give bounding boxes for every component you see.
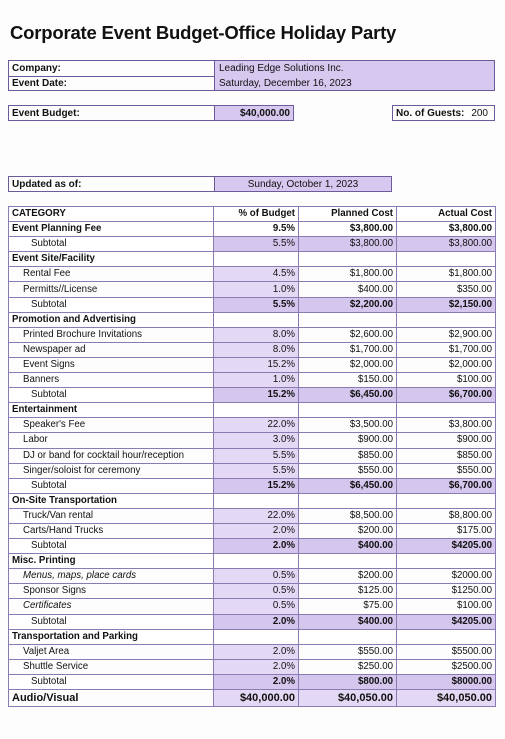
category-cell: Event Planning Fee: [9, 222, 214, 237]
category-cell: Certificates: [9, 599, 214, 614]
category-cell: Promotion and Advertising: [9, 312, 214, 327]
actual-cell: $350.00: [397, 282, 496, 297]
percent-cell: 4.5%: [214, 267, 299, 282]
table-body: [9, 222, 496, 707]
actual-cell: $8,800.00: [397, 508, 496, 523]
percent-cell: 15.2%: [214, 388, 299, 403]
category-row: [9, 629, 496, 644]
actual-cell: $2,900.00: [397, 327, 496, 342]
column-header-category: CATEGORY: [9, 207, 214, 222]
percent-cell: 8.0%: [214, 327, 299, 342]
planned-cell: [299, 312, 397, 327]
planned-cell: $200.00: [299, 523, 397, 538]
category-cell: Valjet Area: [9, 644, 214, 659]
table-row: [9, 463, 496, 478]
table-row: [9, 418, 496, 433]
category-row: [9, 403, 496, 418]
actual-cell: [397, 629, 496, 644]
subtotal-row: [9, 614, 496, 629]
percent-cell: $40,000.00: [214, 690, 299, 707]
percent-cell: 22.0%: [214, 508, 299, 523]
event-date-value: Saturday, December 16, 2023: [214, 76, 494, 90]
actual-cell: $100.00: [397, 373, 496, 388]
percent-cell: 15.2%: [214, 357, 299, 372]
planned-cell: $2,000.00: [299, 357, 397, 372]
table-row: [9, 327, 496, 342]
planned-cell: $2,200.00: [299, 297, 397, 312]
column-header-actual: Actual Cost: [397, 207, 496, 222]
category-row: [9, 222, 496, 237]
table-row: [9, 357, 496, 372]
actual-cell: $900.00: [397, 433, 496, 448]
planned-cell: $550.00: [299, 644, 397, 659]
actual-cell: $40,050.00: [397, 690, 496, 707]
actual-cell: [397, 554, 496, 569]
actual-cell: $2500.00: [397, 659, 496, 674]
table-row: [9, 644, 496, 659]
percent-cell: 0.5%: [214, 569, 299, 584]
planned-cell: $400.00: [299, 282, 397, 297]
percent-cell: 3.0%: [214, 433, 299, 448]
subtotal-row: [9, 388, 496, 403]
planned-cell: [299, 252, 397, 267]
actual-cell: $100.00: [397, 599, 496, 614]
event-budget-box: [8, 105, 294, 121]
category-cell: Truck/Van rental: [9, 508, 214, 523]
planned-cell: $40,050.00: [299, 690, 397, 707]
column-header-percent: % of Budget: [214, 207, 299, 222]
percent-cell: 5.5%: [214, 463, 299, 478]
category-cell: Printed Brochure Invitations: [9, 327, 214, 342]
table-row: [9, 508, 496, 523]
updated-box: [8, 176, 392, 192]
actual-cell: $6,700.00: [397, 388, 496, 403]
percent-cell: 5.5%: [214, 448, 299, 463]
actual-cell: $3,800.00: [397, 222, 496, 237]
subtotal-row: [9, 539, 496, 554]
category-cell: Sponsor Signs: [9, 584, 214, 599]
planned-cell: $6,450.00: [299, 478, 397, 493]
planned-cell: [299, 493, 397, 508]
category-row: [9, 252, 496, 267]
table-row: [9, 523, 496, 538]
percent-cell: [214, 493, 299, 508]
planned-cell: $550.00: [299, 463, 397, 478]
planned-cell: $3,800.00: [299, 237, 397, 252]
category-cell: Entertainment: [9, 403, 214, 418]
table-row: [9, 584, 496, 599]
guests-value: 200: [471, 107, 488, 119]
percent-cell: 2.0%: [214, 644, 299, 659]
percent-cell: 2.0%: [214, 523, 299, 538]
updated-label: Updated as of:: [12, 178, 82, 190]
planned-cell: $150.00: [299, 373, 397, 388]
table-row: [9, 448, 496, 463]
planned-cell: $6,450.00: [299, 388, 397, 403]
actual-cell: $1,800.00: [397, 267, 496, 282]
table-row: [9, 659, 496, 674]
actual-cell: $8000.00: [397, 674, 496, 689]
category-cell: Transportation and Parking: [9, 629, 214, 644]
table-row: [9, 282, 496, 297]
percent-cell: 0.5%: [214, 584, 299, 599]
percent-cell: 9.5%: [214, 222, 299, 237]
actual-cell: $4205.00: [397, 539, 496, 554]
category-cell: Event Signs: [9, 357, 214, 372]
actual-cell: [397, 493, 496, 508]
column-header-planned: Planned Cost: [299, 207, 397, 222]
category-cell: Carts/Hand Trucks: [9, 523, 214, 538]
percent-cell: [214, 554, 299, 569]
percent-cell: [214, 629, 299, 644]
category-cell: Labor: [9, 433, 214, 448]
actual-cell: [397, 312, 496, 327]
percent-cell: 2.0%: [214, 614, 299, 629]
percent-cell: [214, 312, 299, 327]
planned-cell: $850.00: [299, 448, 397, 463]
table-row: [9, 267, 496, 282]
guests-label: No. of Guests:: [396, 107, 465, 119]
planned-cell: $8,500.00: [299, 508, 397, 523]
actual-cell: $5500.00: [397, 644, 496, 659]
percent-cell: 1.0%: [214, 282, 299, 297]
planned-cell: [299, 629, 397, 644]
category-cell: Subtotal: [9, 297, 214, 312]
event-budget-label: Event Budget:: [12, 107, 80, 119]
category-cell: Singer/soloist for ceremony: [9, 463, 214, 478]
table-row: [9, 433, 496, 448]
category-cell: On-Site Transportation: [9, 493, 214, 508]
table-row: [9, 599, 496, 614]
actual-cell: $1250.00: [397, 584, 496, 599]
planned-cell: $400.00: [299, 614, 397, 629]
category-cell: Subtotal: [9, 539, 214, 554]
actual-cell: $2,150.00: [397, 297, 496, 312]
actual-cell: [397, 252, 496, 267]
planned-cell: [299, 403, 397, 418]
category-row: [9, 312, 496, 327]
category-cell: Speaker's Fee: [9, 418, 214, 433]
actual-cell: [397, 403, 496, 418]
actual-cell: $2000.00: [397, 569, 496, 584]
table-header-row: [9, 207, 496, 222]
category-cell: Newspaper ad: [9, 342, 214, 357]
percent-cell: 22.0%: [214, 418, 299, 433]
planned-cell: $1,700.00: [299, 342, 397, 357]
company-label: Company:: [12, 63, 61, 74]
category-cell: Subtotal: [9, 478, 214, 493]
percent-cell: 5.5%: [214, 297, 299, 312]
actual-cell: $6,700.00: [397, 478, 496, 493]
table-row: [9, 373, 496, 388]
category-cell: Menus, maps, place cards: [9, 569, 214, 584]
table-row: [9, 342, 496, 357]
subtotal-row: [9, 297, 496, 312]
category-cell: Misc. Printing: [9, 554, 214, 569]
percent-cell: 2.0%: [214, 674, 299, 689]
planned-cell: $1,800.00: [299, 267, 397, 282]
planned-cell: $125.00: [299, 584, 397, 599]
actual-cell: $175.00: [397, 523, 496, 538]
planned-cell: $250.00: [299, 659, 397, 674]
planned-cell: $200.00: [299, 569, 397, 584]
page-title: Corporate Event Budget-Office Holiday Party: [10, 22, 397, 43]
category-cell: Subtotal: [9, 237, 214, 252]
percent-cell: 8.0%: [214, 342, 299, 357]
actual-cell: $550.00: [397, 463, 496, 478]
actual-cell: $4205.00: [397, 614, 496, 629]
category-cell: Rental Fee: [9, 267, 214, 282]
event-budget-value: $40,000.00: [214, 106, 293, 120]
category-row: [9, 554, 496, 569]
actual-cell: $850.00: [397, 448, 496, 463]
category-cell: Audio/Visual: [9, 690, 214, 707]
planned-cell: $900.00: [299, 433, 397, 448]
percent-cell: [214, 252, 299, 267]
percent-cell: 15.2%: [214, 478, 299, 493]
category-cell: Subtotal: [9, 388, 214, 403]
category-cell: Permitts//License: [9, 282, 214, 297]
actual-cell: $3,800.00: [397, 237, 496, 252]
percent-cell: 5.5%: [214, 237, 299, 252]
percent-cell: [214, 403, 299, 418]
category-cell: Banners: [9, 373, 214, 388]
actual-cell: $2,000.00: [397, 357, 496, 372]
event-date-label: Event Date:: [12, 77, 68, 89]
subtotal-row: [9, 674, 496, 689]
planned-cell: $3,500.00: [299, 418, 397, 433]
category-row: [9, 493, 496, 508]
budget-table: [8, 206, 496, 707]
category-cell: Event Site/Facility: [9, 252, 214, 267]
percent-cell: 2.0%: [214, 659, 299, 674]
planned-cell: $3,800.00: [299, 222, 397, 237]
category-cell: Subtotal: [9, 614, 214, 629]
total-row: [9, 690, 496, 707]
planned-cell: $800.00: [299, 674, 397, 689]
table-row: [9, 569, 496, 584]
updated-value: Sunday, October 1, 2023: [214, 177, 391, 191]
percent-cell: 1.0%: [214, 373, 299, 388]
planned-cell: $75.00: [299, 599, 397, 614]
percent-cell: 0.5%: [214, 599, 299, 614]
percent-cell: 2.0%: [214, 539, 299, 554]
planned-cell: $400.00: [299, 539, 397, 554]
planned-cell: [299, 554, 397, 569]
subtotal-row: [9, 478, 496, 493]
company-date-box: [8, 60, 495, 91]
category-cell: Subtotal: [9, 674, 214, 689]
company-value: Leading Edge Solutions Inc.: [214, 61, 494, 76]
planned-cell: $2,600.00: [299, 327, 397, 342]
category-cell: DJ or band for cocktail hour/reception: [9, 448, 214, 463]
actual-cell: $1,700.00: [397, 342, 496, 357]
category-cell: Shuttle Service: [9, 659, 214, 674]
actual-cell: $3,800.00: [397, 418, 496, 433]
subtotal-row: [9, 237, 496, 252]
guests-box: [392, 105, 495, 121]
